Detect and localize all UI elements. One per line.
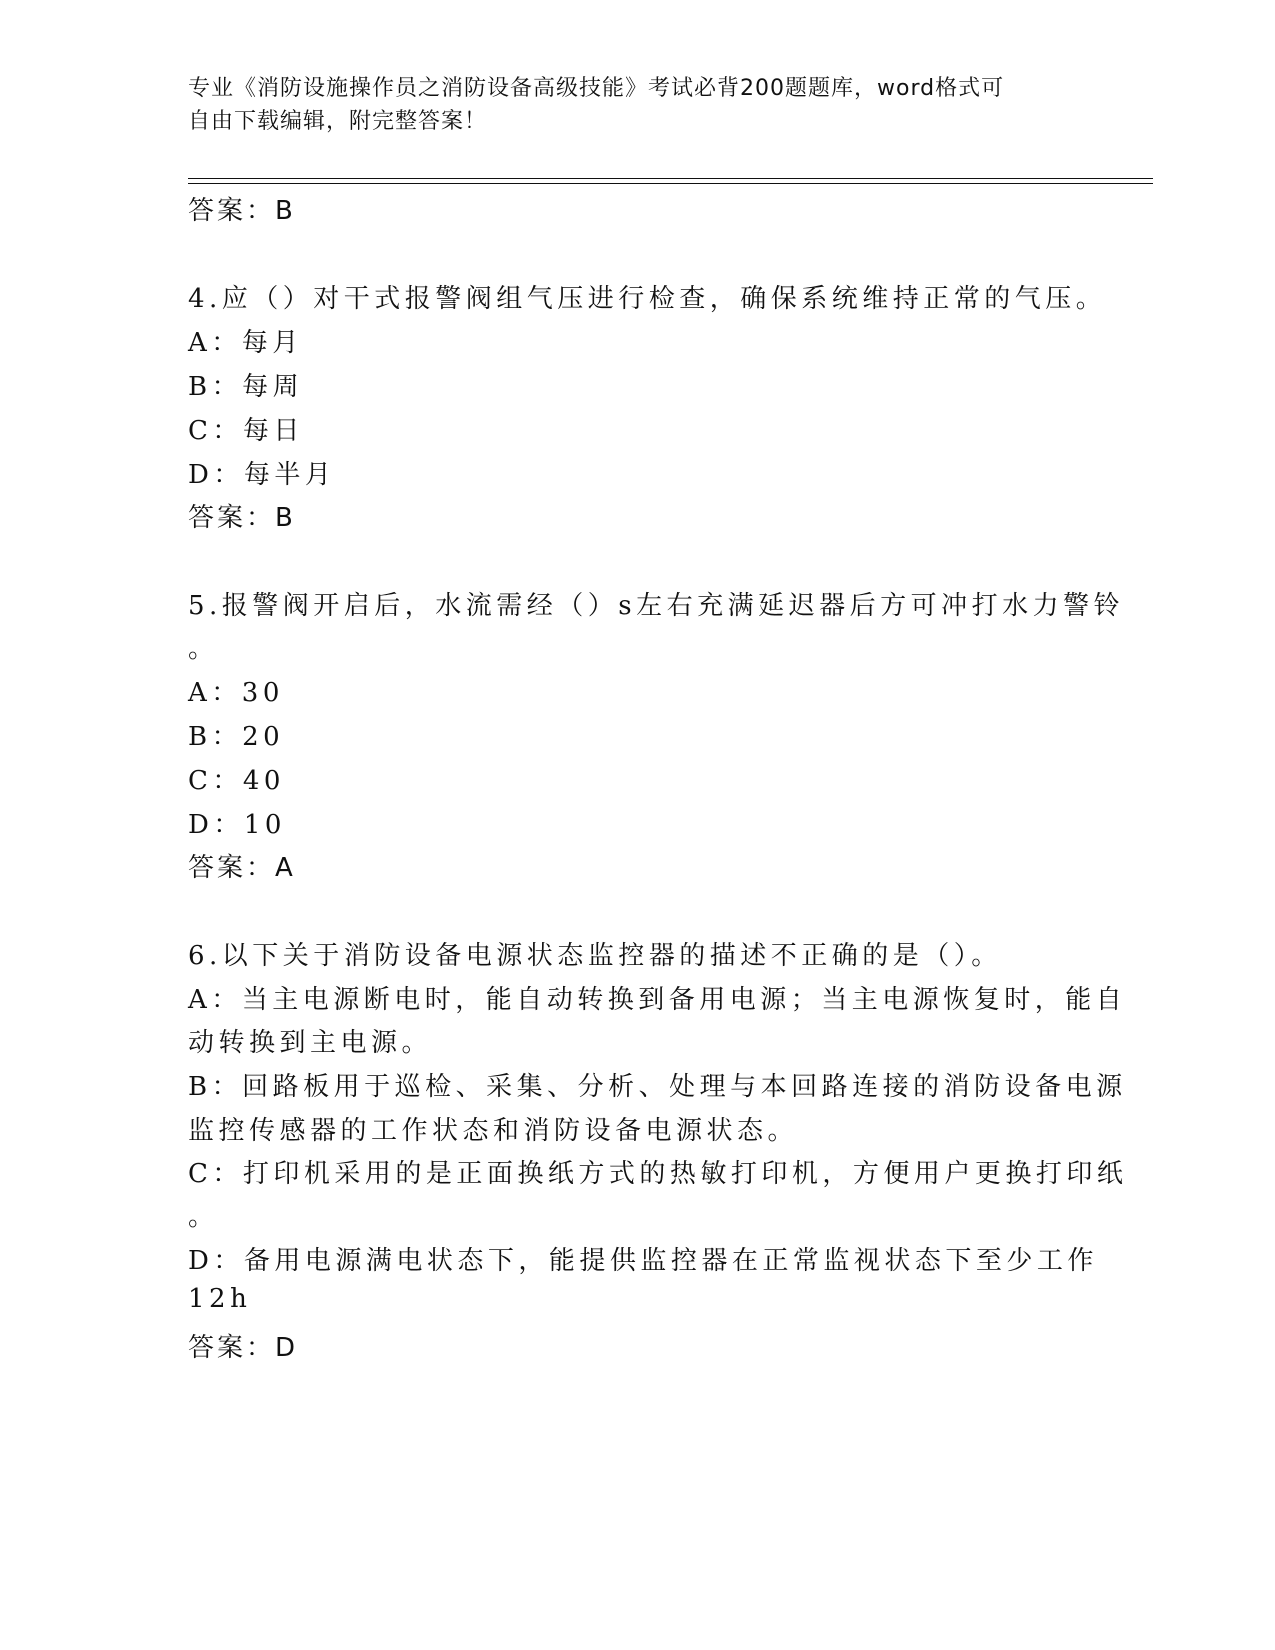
- q4-option-d: D：每半月: [188, 460, 336, 490]
- answer-value: D: [275, 1333, 298, 1363]
- q5-question-line-2: 。: [188, 634, 219, 664]
- q6-question: 6.以下关于消防设备电源状态监控器的描述不正确的是（）。: [188, 941, 1002, 971]
- document-header: [188, 72, 1088, 138]
- header-line-2: 自由下载编辑，附完整答案！: [188, 109, 488, 134]
- q5-option-b: B：20: [188, 722, 285, 752]
- q5-option-a: A：30: [188, 678, 284, 708]
- q6-option-c-line-1: C：打印机采用的是正面换纸方式的热敏打印机，方便用户更换打印纸: [188, 1159, 1128, 1189]
- answer-label: 答案：: [188, 853, 276, 883]
- header-line-1: 专业《消防设施操作员之消防设备高级技能》考试必背200题题库，word格式可: [188, 76, 1005, 101]
- q6-option-a-line-2: 动转换到主电源。: [188, 1028, 433, 1058]
- q5-option-c: C：40: [188, 766, 285, 796]
- q4-question: 4.应（）对干式报警阀组气压进行检查，确保系统维持正常的气压。: [188, 284, 1107, 314]
- q6-option-d-line-2: 12h: [188, 1284, 252, 1314]
- header-divider-bottom: [188, 183, 1153, 184]
- header-divider-top: [188, 178, 1153, 179]
- q4-option-a: A：每月: [188, 328, 303, 358]
- answer-value: A: [275, 853, 295, 883]
- q6-option-d-line-1: D：备用电源满电状态下，能提供监控器在正常监视状态下至少工作: [188, 1246, 1098, 1276]
- answer-label: 答案：: [188, 503, 276, 533]
- answer-label: 答案：: [188, 196, 276, 226]
- q6-answer: [188, 1327, 297, 1364]
- q6-option-b-line-1: B：回路板用于巡检、采集、分析、处理与本回路连接的消防设备电源: [188, 1072, 1127, 1102]
- q4-answer: [188, 497, 295, 534]
- q4-option-c: C：每日: [188, 416, 304, 446]
- q3-answer: [188, 190, 295, 227]
- q5-option-d: D：10: [188, 810, 286, 840]
- q6-option-a-line-1: A：当主电源断电时，能自动转换到备用电源；当主电源恢复时，能自: [188, 985, 1127, 1015]
- answer-label: 答案：: [188, 1333, 276, 1363]
- q5-question-line-1: 5.报警阀开启后，水流需经（）s左右充满延迟器后方可冲打水力警铃: [188, 591, 1125, 621]
- q5-answer: [188, 847, 295, 884]
- q6-option-b-line-2: 监控传感器的工作状态和消防设备电源状态。: [188, 1116, 799, 1146]
- answer-value: B: [275, 196, 295, 226]
- q6-option-c-line-2: 。: [188, 1202, 219, 1232]
- answer-value: B: [275, 503, 295, 533]
- q4-option-b: B：每周: [188, 372, 304, 402]
